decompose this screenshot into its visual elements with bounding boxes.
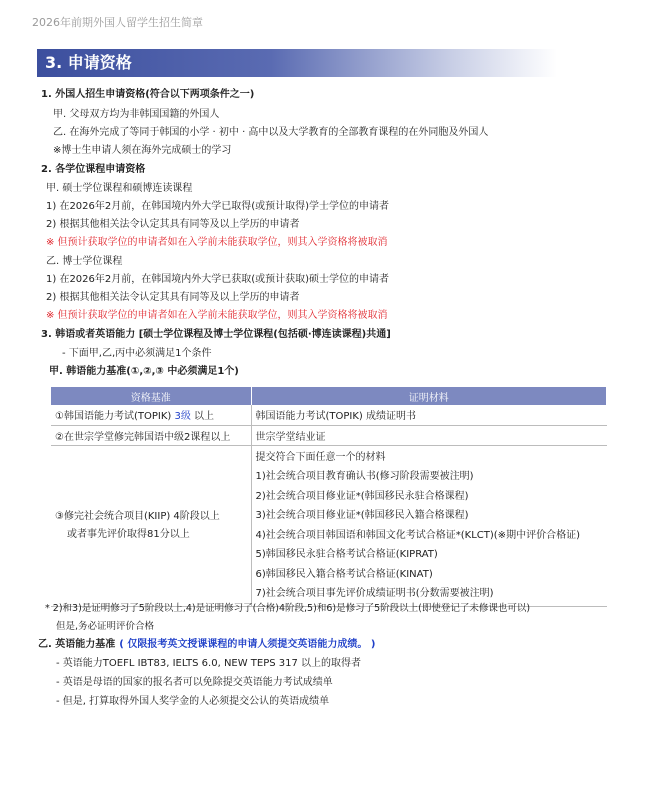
material-item: 4)社会统合项目韩国语和韩国文化考试合格证*(KLCT)(※期中评价合格证): [255, 529, 580, 541]
material-item: 6)韩国移民入籍合格考试合格证(KINAT): [255, 568, 433, 580]
table-header-criteria: 资格基准: [51, 387, 251, 405]
material-item: 5)韩国移民永驻合格考试合格证(KIPRAT): [255, 549, 438, 560]
s2-a-warning: ※ 但预计获取学位的申请者如在入学前未能获取学位，则其入学资格将被取消: [46, 237, 388, 248]
s1-item-a: 甲. 父母双方均为非韩国国籍的外国人: [53, 109, 220, 120]
s2-b-item1: 1) 在2026年2月前，在韩国境内外大学已获取(或预计获取)硕士学位的申请者: [46, 274, 390, 285]
korean-criteria-table: [51, 387, 607, 607]
s2-a-item1: 1) 在2026年2月前，在韩国境内外大学已取得(或预计取得)学士学位的申请者: [46, 201, 390, 212]
table-header-documents: 证明材料: [251, 387, 607, 405]
s3-heading: 3. 韩语或者英语能力 [硕士学位课程及博士学位课程(包括硕·博连读课程)共通]: [41, 329, 391, 340]
material-item: 7)社会统合项目事先评价成绩证明书(分数需要被注明): [255, 588, 494, 599]
korean-ability-heading: 甲. 韩语能力基准(①,②,③ 中必须满足1个): [49, 366, 239, 377]
s2-b-title: 乙. 博士学位课程: [46, 256, 123, 267]
s2-a-item2: 2) 根据其他相关法令认定其具有同等及以上学历的申请者: [46, 219, 300, 230]
english-item: - 但是, 打算取得外国人奖学金的人必须提交公认的英语成绩单: [56, 696, 330, 707]
english-ability-heading: 乙. 英语能力基准 ( 仅限报考英文授课课程的申请人须提交英语能力成绩。 ): [38, 639, 376, 650]
s2-a-title: 甲. 硕士学位课程和硕博连读课程: [46, 183, 193, 194]
table-row: [51, 445, 607, 606]
english-heading-note: ( 仅限报考英文授课课程的申请人须提交英语能力成绩。 ): [119, 639, 376, 650]
material-item: 3)社会统合项目修业证*(韩国移民入籍合格课程): [255, 510, 469, 521]
s1-heading: 1. 外国人招生申请资格(符合以下两项条件之一): [41, 89, 255, 100]
documents-kiip: [251, 445, 607, 606]
s3-sub: - 下面甲,乙,丙中必须满足1个条件: [62, 348, 212, 359]
material-item: 提交符合下面任意一个的材料: [255, 451, 386, 463]
table-row: [51, 405, 607, 425]
table-row: [51, 425, 607, 445]
criteria-kiip: ③修完社会统合项目(KIIP) 4阶段以上 或者事先评价取得81分以上: [51, 445, 251, 606]
running-header: 2026年前期外国人留学生招生简章: [32, 16, 203, 29]
material-item: 2)社会统合项目修业证*(韩国移民永驻合格课程): [255, 490, 469, 502]
footnote-line2: 但是,务必证明评价合格: [56, 621, 155, 632]
footnote-line1: * 2)和3)是证明修习了5阶段以上,4)是证明修习了(合格)4阶段,5)和6)是修习了5阶段以上(即使登记了未修课也可以): [45, 603, 531, 614]
material-item: 1)社会统合项目教育确认书(修习阶段需要被注明): [255, 471, 474, 482]
s2-heading: 2. 各学位课程申请资格: [41, 164, 146, 175]
s1-note: ※博士生申请人须在海外完成硕士的学习: [53, 145, 232, 156]
documents-sejong: 世宗学堂结业证: [251, 425, 607, 445]
documents-topik: 韩国语能力考试(TOPIK) 成绩证明书: [251, 405, 607, 425]
criteria-topik: ①韩国语能力考试(TOPIK) 3级 以上: [51, 405, 251, 425]
s1-item-b: 乙. 在海外完成了等同于韩国的小学 · 初中 · 高中以及大学教育的全部教育课程的在外同胞及外国人: [53, 127, 489, 138]
criteria-sejong: ②在世宗学堂修完韩国语中级2课程以上: [51, 425, 251, 445]
english-item: - 英语是母语的国家的报名者可以免除提交英语能力考试成绩单: [56, 677, 333, 688]
section-title: 3. 申请资格: [37, 49, 557, 77]
s2-b-item2: 2) 根据其他相关法令认定其具有同等及以上学历的申请者: [46, 292, 300, 303]
english-item: - 英语能力TOEFL IBT83, IELTS 6.0, NEW TEPS 317 以上的取得者: [56, 658, 362, 669]
topik-level: 3级: [174, 411, 191, 423]
s2-b-warning: ※ 但预计获取学位的申请者如在入学前未能获取学位，则其入学资格将被取消: [46, 310, 388, 321]
